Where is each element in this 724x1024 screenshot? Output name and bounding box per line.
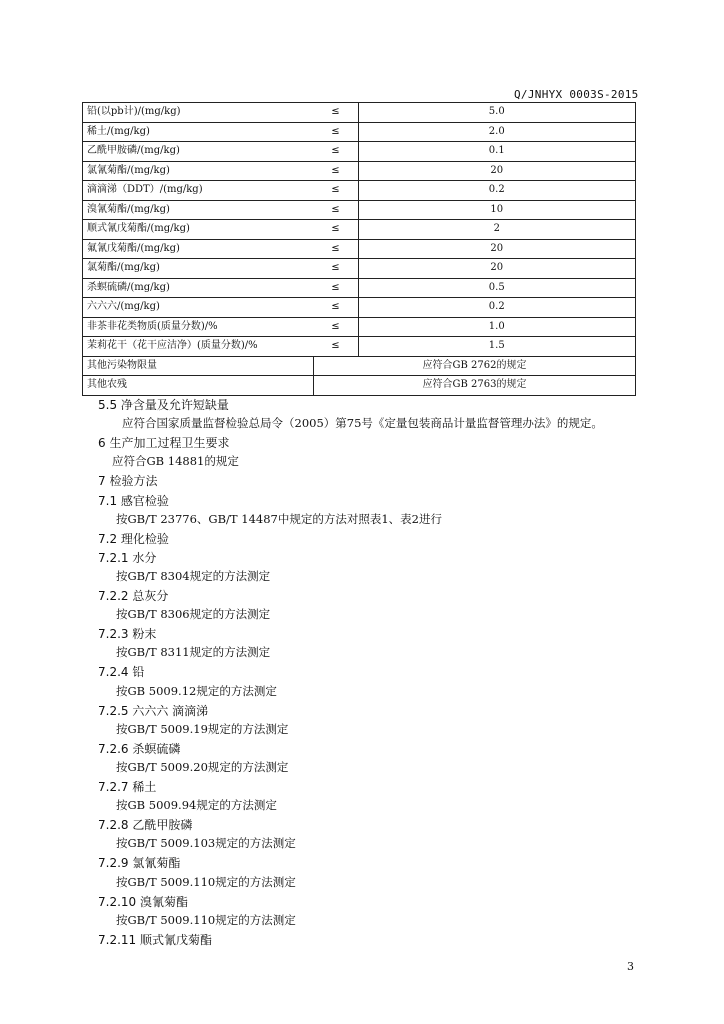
table-cell-item: 铅(以pb计)/(mg/kg) (83, 103, 314, 123)
section-heading: 7.2.9 氯氰菊酯 (98, 856, 181, 871)
paragraph: 按GB/T 5009.103规定的方法测定 (116, 836, 296, 851)
section-heading: 7.2.8 乙酰甲胺磷 (98, 818, 193, 833)
table-cell-operator: ≤ (314, 200, 359, 220)
paragraph: 按GB 5009.94规定的方法测定 (116, 798, 277, 813)
section-heading: 7.2.6 杀螟硫磷 (98, 741, 181, 756)
document-code: Q/JNHYX 0003S-2015 (514, 88, 639, 101)
table-row (83, 259, 636, 279)
table-cell-operator: ≤ (314, 259, 359, 279)
section-heading: 7.2 理化检验 (98, 531, 169, 546)
table-cell-item: 杀螟硫磷/(mg/kg) (83, 278, 314, 298)
table-cell-item: 滴滴涕（DDT）/(mg/kg) (83, 181, 314, 201)
section-heading: 7.2.1 水分 (98, 550, 157, 565)
table-cell-item: 六六六/(mg/kg) (83, 298, 314, 318)
table-cell-operator: ≤ (314, 298, 359, 318)
table-cell-value: 0.5 (358, 278, 636, 298)
table-cell-item: 溴氰菊酯/(mg/kg) (83, 200, 314, 220)
table-cell-operator: ≤ (314, 103, 359, 123)
table-row (83, 142, 636, 162)
paragraph: 按GB/T 8306规定的方法测定 (116, 607, 271, 622)
section-heading: 5.5 净含量及允许短缺量 (98, 398, 229, 412)
section-heading: 7.2.5 六六六 滴滴涕 (98, 703, 209, 718)
table-cell-value: 0.1 (358, 142, 636, 162)
paragraph: 应符合国家质量监督检验总局令（2005）第75号《定量包装商品计量监督管理办法》的规定。 (122, 416, 603, 431)
paragraph: 按GB/T 5009.19规定的方法测定 (116, 721, 289, 736)
table-cell-operator: ≤ (314, 181, 359, 201)
table-cell-value: 20 (358, 259, 636, 279)
table-cell-operator: ≤ (314, 220, 359, 240)
table-cell-operator: ≤ (314, 278, 359, 298)
paragraph: 按GB/T 5009.20规定的方法测定 (116, 759, 289, 774)
table-row (83, 220, 636, 240)
section-heading: 7.2.7 稀土 (98, 780, 157, 794)
table-cell-value: 2.0 (358, 122, 636, 142)
limits-table (82, 102, 636, 396)
table-cell-value: 20 (358, 239, 636, 259)
paragraph: 应符合GB 14881的规定 (112, 454, 239, 469)
paragraph: 按GB/T 5009.110规定的方法测定 (116, 912, 296, 927)
table-row (83, 317, 636, 337)
table-row (83, 103, 636, 123)
section-heading: 7 检验方法 (98, 474, 158, 489)
table-row (83, 122, 636, 142)
table-cell-item: 乙酰甲胺磷/(mg/kg) (83, 142, 314, 162)
table-row (83, 200, 636, 220)
table-cell-operator: ≤ (314, 337, 359, 357)
table-cell-value: 5.0 (358, 103, 636, 123)
table-cell-value: 20 (358, 161, 636, 181)
table-cell-value: 0.2 (358, 298, 636, 318)
section-heading: 6 生产加工过程卫生要求 (98, 436, 230, 451)
section-heading: 7.2.10 溴氰菊酯 (98, 894, 188, 909)
table-cell-value: 1.5 (358, 337, 636, 357)
section-heading: 7.1 感官检验 (98, 493, 169, 508)
paragraph: 按GB/T 8304规定的方法测定 (116, 568, 271, 583)
table-cell-item: 其他污染物限量 (83, 356, 314, 376)
table-cell-item: 稀土/(mg/kg) (83, 122, 314, 142)
table-cell-value: 0.2 (358, 181, 636, 201)
table-row (83, 337, 636, 357)
section-heading: 7.2.2 总灰分 (98, 589, 169, 603)
table-cell-item: 非茶非花类物质(质量分数)/% (83, 317, 314, 337)
table-cell-item: 氯氰菊酯/(mg/kg) (83, 161, 314, 181)
table-cell-operator: ≤ (314, 161, 359, 181)
table-cell-operator: ≤ (314, 142, 359, 162)
table-cell-operator: ≤ (314, 122, 359, 142)
table-cell-item: 其他农残 (83, 376, 314, 396)
table-cell-item: 顺式氰戊菊酯/(mg/kg) (83, 220, 314, 240)
table-row (83, 239, 636, 259)
section-heading: 7.2.3 粉末 (98, 627, 157, 642)
table-row (83, 356, 636, 376)
table-cell-item: 茉莉花干（花干应洁净）(质量分数)/% (83, 337, 314, 357)
table-row (83, 376, 636, 396)
table-row (83, 298, 636, 318)
table-row (83, 161, 636, 181)
table-cell-item: 氟氰戊菊酯/(mg/kg) (83, 239, 314, 259)
table-cell-operator: ≤ (314, 239, 359, 259)
table-row (83, 278, 636, 298)
table-row (83, 181, 636, 201)
table-cell-value: 2 (358, 220, 636, 240)
table-cell-operator: ≤ (314, 317, 359, 337)
table-cell-item: 氯菊酯/(mg/kg) (83, 259, 314, 279)
paragraph: 按GB/T 23776、GB/T 14487中规定的方法对照表1、表2进行 (116, 511, 442, 526)
table-cell-value: 应符合GB 2763的规定 (314, 376, 636, 396)
page-number: 3 (627, 960, 634, 973)
section-heading: 7.2.11 顺式氰戊菊酯 (98, 932, 212, 947)
table-cell-value: 1.0 (358, 317, 636, 337)
paragraph: 按GB/T 5009.110规定的方法测定 (116, 874, 296, 889)
table-cell-value: 10 (358, 200, 636, 220)
table-cell-value: 应符合GB 2762的规定 (314, 356, 636, 376)
paragraph: 按GB 5009.12规定的方法测定 (116, 683, 277, 698)
section-heading: 7.2.4 铅 (98, 665, 145, 680)
paragraph: 按GB/T 8311规定的方法测定 (116, 645, 271, 660)
